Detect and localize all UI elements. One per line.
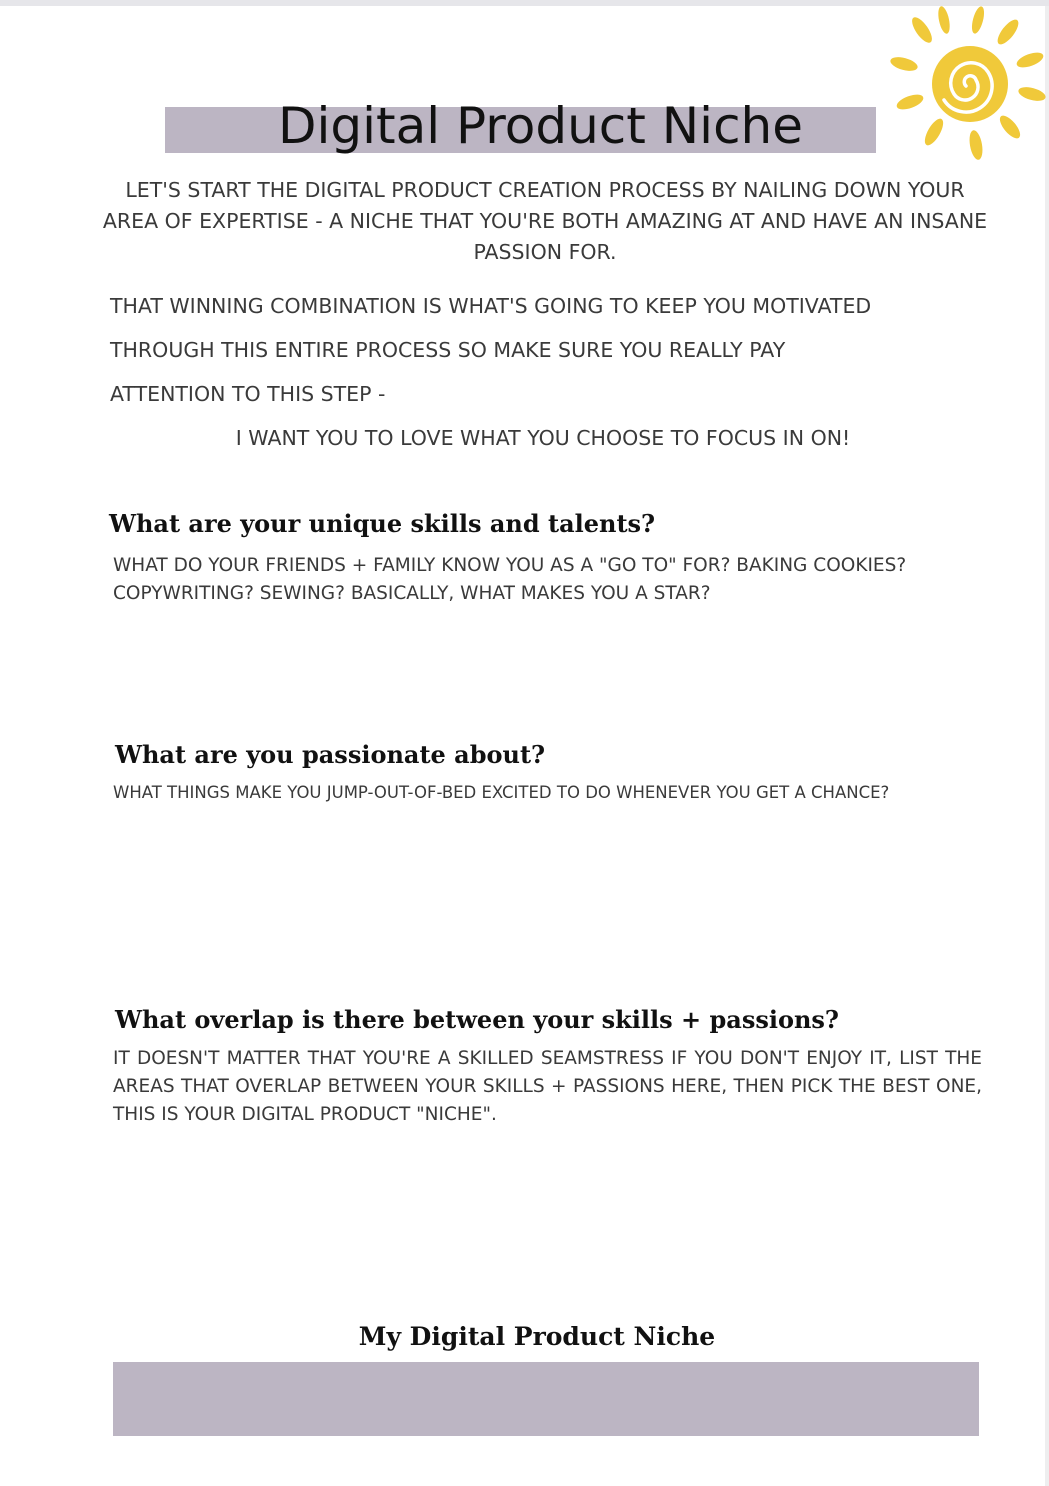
question-skills-heading: What are your unique skills and talents? <box>109 509 656 538</box>
page-title: Digital Product Niche <box>277 97 804 155</box>
intro-emphasis: I WANT YOU TO LOVE WHAT YOU CHOOSE TO FOCUS IN ON! <box>235 426 851 450</box>
question-skills-description: WHAT DO YOUR FRIENDS + FAMILY KNOW YOU AS A "GO TO" FOR? BAKING COOKIES? COPYWRITING? SEWING? BASICALLY, WHAT MAKES YOU A STAR? <box>113 555 907 604</box>
question-overlap-heading: What overlap is there between your skills + passions? <box>115 1005 839 1034</box>
question-passions-description: WHAT THINGS MAKE YOU JUMP-OUT-OF-BED EXCITED TO DO WHENEVER YOU GET A CHANCE? <box>113 783 890 802</box>
niche-heading: My Digital Product Niche <box>358 1322 716 1351</box>
question-overlap-description: IT DOESN'T MATTER THAT YOU'RE A SKILLED SEAMSTRESS IF YOU DON'T ENJOY IT, LIST THE AREAS THAT OVERLAP BETWEEN YOUR SKILLS + PASSIONS HERE, THEN PICK THE BEST ONE, THIS IS YOUR DIGITAL PRODUCT "NICHE". <box>113 1048 982 1125</box>
intro-paragraph: LET'S START THE DIGITAL PRODUCT CREATION PROCESS BY NAILING DOWN YOUR AREA OF EXPERTISE - A NICHE THAT YOU'RE BOTH AMAZING AT AND HAVE AN INSANE PASSION FOR. <box>102 178 988 264</box>
intro-line: THROUGH THIS ENTIRE PROCESS SO MAKE SURE YOU REALLY PAY <box>110 338 786 362</box>
intro-line: THAT WINNING COMBINATION IS WHAT'S GOING TO KEEP YOU MOTIVATED <box>110 294 872 318</box>
right-edge-shadow <box>1045 6 1049 1486</box>
intro-line: ATTENTION TO THIS STEP - <box>110 382 386 406</box>
niche-answer-box[interactable] <box>113 1362 979 1436</box>
sun-icon <box>880 2 1048 170</box>
question-passions-heading: What are you passionate about? <box>115 740 546 769</box>
